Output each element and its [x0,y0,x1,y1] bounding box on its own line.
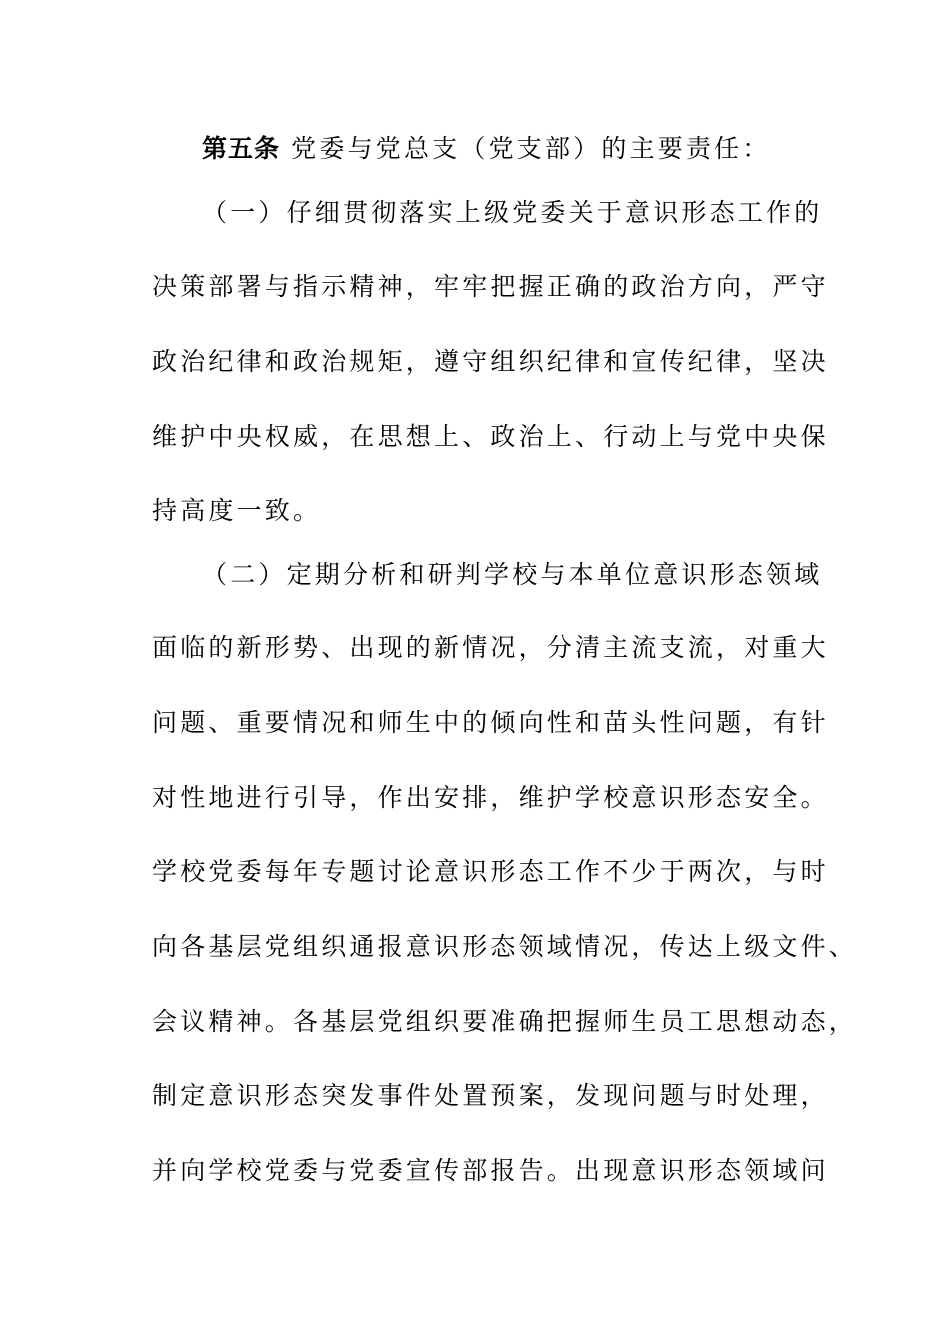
paragraph-line: 向各基层党组织通报意识形态领域情况，传达上级文件、 [152,932,858,961]
paragraph-line: 面临的新形势、出现的新情况，分清主流支流，对重大 [152,633,829,662]
paragraph-line: 制定意识形态突发事件处置预案，发现问题与时处理， [152,1081,829,1110]
paragraph-line: （一）仔细贯彻落实上级党委关于意识形态工作的 [202,198,823,227]
paragraph-line: 维护中央权威，在思想上、政治上、行动上与党中央保 [152,422,829,451]
article-text: 党委与党总支（党支部）的主要责任： [291,134,771,163]
paragraph-line: （二）定期分析和研判学校与本单位意识形态领域 [202,560,823,589]
paragraph-line: 并向学校党委与党委宣传部报告。出现意识形态领域问 [152,1156,829,1185]
paragraph-line: 对性地进行引导，作出安排，维护学校意识形态安全。 [152,783,829,812]
paragraph-line: 问题、重要情况和师生中的倾向性和苗头性问题，有针 [152,708,829,737]
article-heading: 第五条 [202,134,281,163]
paragraph-line: 会议精神。各基层党组织要准确把握师生员工思想动态， [152,1007,858,1036]
article-line [202,134,771,164]
paragraph-line: 决策部署与指示精神，牢牢把握正确的政治方向，严守 [152,272,829,301]
paragraph-line: 政治纪律和政治规矩，遵守组织纪律和宣传纪律，坚决 [152,347,829,376]
paragraph-line: 学校党委每年专题讨论意识形态工作不少于两次，与时 [152,857,829,886]
paragraph-line: 持高度一致。 [152,496,322,525]
